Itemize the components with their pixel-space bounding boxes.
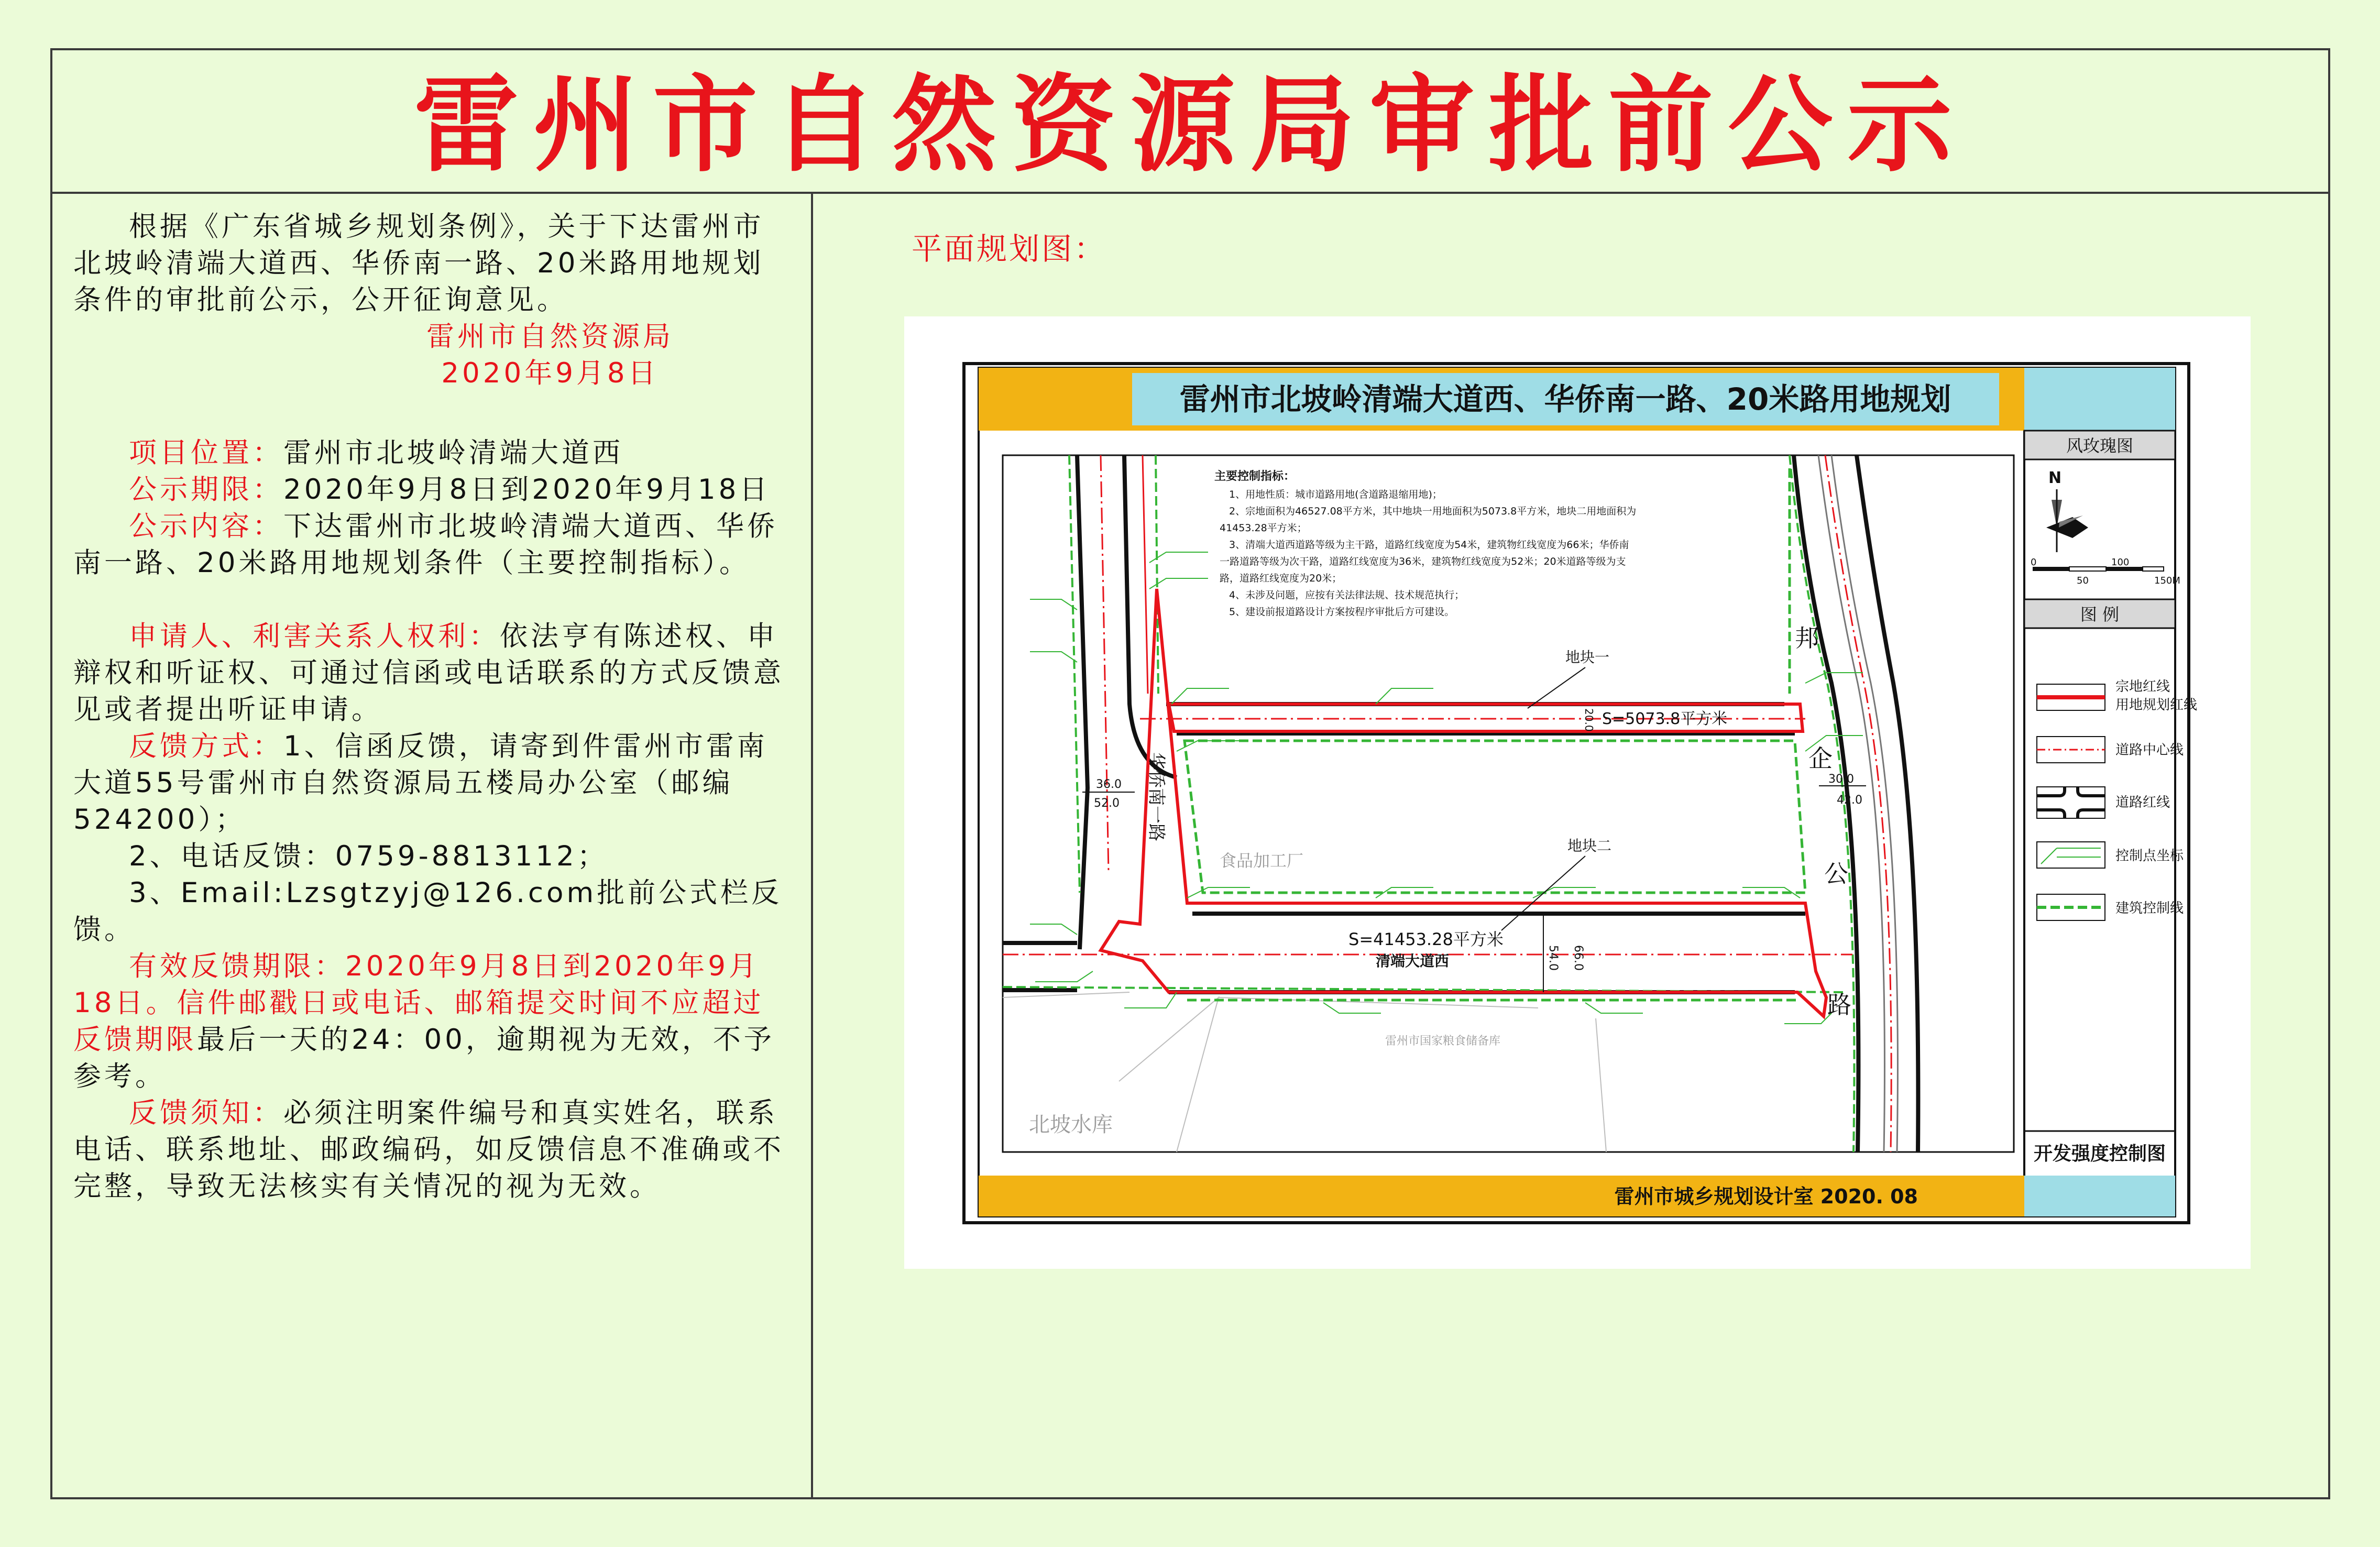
- intro-date: 2020年9月8日: [441, 357, 659, 389]
- location-label: 项目位置：: [129, 437, 283, 469]
- footer-band-side: [2024, 1176, 2175, 1216]
- factory-label: 食品加工厂: [1220, 851, 1304, 871]
- width-52: 52.0: [1094, 797, 1120, 810]
- valid-period: [73, 948, 791, 1095]
- north-label: N: [2048, 469, 2062, 487]
- rose-title: 风玫瑰图: [2066, 436, 2134, 456]
- width-54: 54.0: [1547, 945, 1560, 971]
- period-value: 2020年9月8日到2020年9月18日: [283, 474, 771, 506]
- scale-label-50: 50: [2077, 575, 2089, 586]
- east-road-char-3: 公: [1824, 860, 1848, 888]
- rights-value: 依法亨有陈述权、申辩权和听证权、可通过信函或电话联系的方式反馈意见或者提出听证申请。: [73, 620, 784, 726]
- planning-map: [904, 316, 2251, 1269]
- valid-label: 有效反馈期限：: [129, 950, 345, 982]
- control-item: 3、清端大道西道路等级为主干路，道路红线宽度为54米，建筑物红线宽度为66米；华侨南: [1229, 539, 1629, 551]
- width-42: 42.0: [1837, 794, 1862, 807]
- control-item: 1、用地性质：城市道路用地(含道路退缩用地)；: [1229, 489, 1442, 500]
- feedback-phone: 2、电话反馈：0759-8813112；: [129, 840, 608, 872]
- notice-period: [73, 471, 791, 508]
- control-item: 41453.28平方米；: [1220, 522, 1307, 534]
- legend-label-control: 控制点坐标: [2115, 848, 2184, 864]
- width-66: 66.0: [1572, 945, 1585, 971]
- applicant-rights: [73, 618, 791, 728]
- notice-label: 反馈须知：: [129, 1097, 283, 1129]
- block1-area: S=5073.8平方米: [1602, 710, 1728, 728]
- main-road-label: 清端大道西: [1376, 952, 1450, 970]
- map-title: 雷州市北坡岭清端大道西、华侨南一路、20米路用地规划: [1179, 381, 1951, 417]
- legend-label-centerline: 道路中心线: [2115, 742, 2184, 758]
- control-item: 4、未涉及问题，应按有关法律法规、技术规范执行；: [1229, 589, 1465, 601]
- content-value: 下达雷州市北坡岭清端大道西、华侨南一路、20米路用地规划条件（主要控制指标）。: [73, 510, 778, 579]
- control-item: 一路道路等级为次干路，道路红线宽度为36米，建筑物红线宽度为52米；20米道路等级为支: [1220, 556, 1626, 567]
- depot-label: 雷州市国家粮食储备库: [1385, 1035, 1501, 1048]
- rights-label: 申请人、利害关系人权利：: [129, 620, 500, 652]
- controls-title: 主要控制指标：: [1214, 470, 1296, 483]
- notice-value: 必须注明案件编号和真实姓名，联系电话、联系地址、邮政编码，如反馈信息不准确或不完整，导致无法核实有关情况的视为无效。: [73, 1097, 784, 1202]
- page-title: 雷州市自然资源局审批前公示: [413, 64, 1967, 186]
- width-36: 36.0: [1096, 778, 1122, 791]
- period-label: 公示期限：: [129, 474, 283, 506]
- intro-org: 雷州市自然资源局: [426, 321, 674, 353]
- legend-label-planning: 用地规划红线: [2115, 697, 2198, 713]
- scale-label-150: 150M: [2154, 575, 2180, 586]
- legend-label-road: 道路红线: [2115, 795, 2170, 810]
- project-location: [73, 435, 791, 471]
- east-road-char-1: 邦: [1795, 624, 1819, 652]
- location-value: 雷州市北坡岭清端大道西: [283, 437, 623, 469]
- legend-label-parcel: 宗地红线: [2115, 679, 2170, 695]
- feedback-1: 1、信函反馈，请寄到件雷州市雷南大道55号雷州市自然资源局五楼局办公室（邮编524200）；: [73, 730, 768, 836]
- legend-label-building: 建筑控制线: [2115, 901, 2184, 916]
- content-label: 公示内容：: [129, 510, 283, 542]
- west-road-label: 华侨南一路: [1146, 752, 1167, 841]
- legend-title: 图 例: [2080, 605, 2120, 624]
- width-30: 30.0: [1828, 773, 1854, 786]
- scale-label-0: 0: [2031, 557, 2037, 568]
- plan-heading: 平面规划图：: [912, 231, 1107, 267]
- valid-red-text: 2020年9月8日到2020年9月18日。信件邮戳日或电话、邮箱提交时间不应超过反馈期限: [73, 950, 764, 1056]
- control-item: 路，道路红线宽度为20米；: [1220, 573, 1342, 584]
- east-road-char-4: 路: [1827, 991, 1851, 1019]
- reservoir-label: 北坡水库: [1029, 1113, 1113, 1137]
- feedback-notice: [73, 1095, 791, 1205]
- intro-text: 根据《广东省城乡规划条例》，关于下达雷州市北坡岭清端大道西、华侨南一路、20米路用地规划条件的审批前公示，公开征询意见。: [73, 211, 764, 316]
- feedback-email: 3、Email:Lzsgtzyj@126.com批前公式栏反馈。: [73, 877, 783, 946]
- control-item: 2、宗地面积为46527.08平方米，其中地块一用地面积为5073.8平方米，地块二用地面积为: [1229, 506, 1637, 517]
- width-20: 20.0: [1583, 708, 1595, 732]
- title-band-side: [2024, 368, 2175, 431]
- scale-label-100: 100: [2111, 557, 2130, 568]
- block2-area: S=41453.28平方米: [1348, 929, 1504, 949]
- block2-label: 地块二: [1567, 837, 1612, 854]
- map-footer: 雷州市城乡规划设计室 2020. 08: [1614, 1185, 1918, 1208]
- column-divider: [811, 192, 813, 1499]
- feedback-method: [73, 728, 791, 838]
- intensity-title: 开发强度控制图: [2033, 1143, 2166, 1165]
- block1-label: 地块一: [1565, 649, 1610, 666]
- feedback-label: 反馈方式：: [129, 730, 283, 762]
- east-road-char-2: 企: [1808, 744, 1833, 773]
- valid-black-text: 最后一天的24：00，逾期视为无效，不予参考。: [73, 1024, 775, 1092]
- notice-content: [73, 508, 791, 582]
- control-item: 5、建设前报道路设计方案按程序审批后方可建设。: [1229, 606, 1455, 618]
